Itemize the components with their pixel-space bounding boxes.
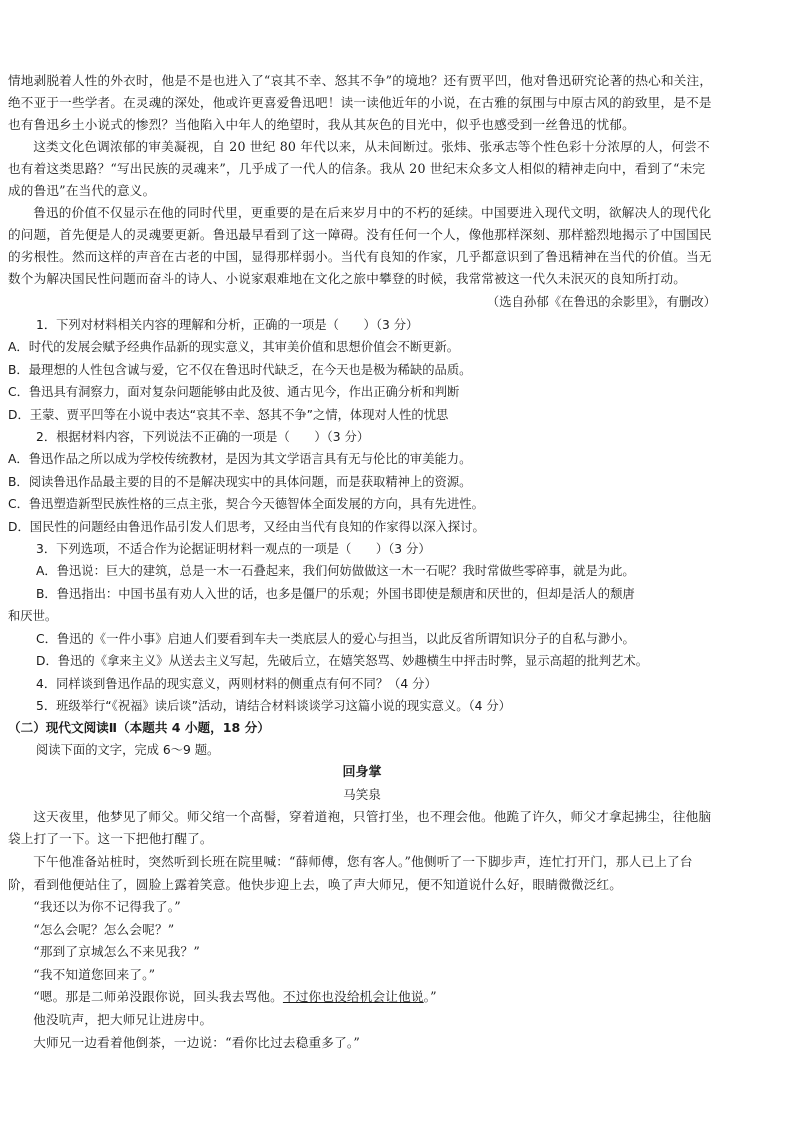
question-1-option-d: D．王蒙、贾平凹等在小说中表达“哀其不幸、怒其不争”之情，体现对人性的忧思: [8, 407, 449, 422]
story-paragraph: 这天夜里，他梦见了师父。师父绾一个高髻，穿着道袍，只管打坐，也不理会他。他跪了许久，师父才拿起拂尘，往他脑袋上打了一下。这一下把他打醒了。: [8, 808, 712, 847]
question-3-option-b: B．鲁迅指出：中国书虽有劝人入世的话，也多是僵尸的乐观；外国书即使是颓唐和厌世的，但却是活人的颓唐: [36, 586, 635, 601]
story-paragraph: 下午他准备站桩时，突然听到长班在院里喊：“薛师傅，您有客人。”他侧听了一下脚步声，连忙打开门，那人已上了台阶，看到他便站住了，圆脸上露着笑意。他快步迎上去，唤了声大师兄，便不知道说什么好，眼睛微微泛红。: [8, 853, 693, 892]
story-dialogue: “那到了京城怎么不来见我？”: [33, 944, 200, 960]
dialogue-text: “嗯。那是二师弟没跟你说，回头我去骂他。: [33, 989, 283, 1005]
question-1-stem: 1．下列对材料相关内容的理解和分析，正确的一项是（ ）（3 分）: [36, 318, 419, 332]
story-dialogue: [8, 986, 716, 1009]
question-4: 4．同样谈到鲁迅作品的现实意义，两则材料的侧重点有何不同？（4 分）: [36, 676, 437, 691]
dialogue-text: 。”: [423, 989, 437, 1005]
question-1-option-c: C．鲁迅具有洞察力，面对复杂问题能够由此及彼、通古见今，作出正确分析和判断: [8, 385, 460, 400]
story-dialogue: “怎么会呢？怎么会呢？”: [33, 921, 175, 937]
story-paragraph: 大师兄一边看着他倒茶，一边说：“看你比过去稳重多了。”: [33, 1034, 361, 1050]
question-3-option-d: D．鲁迅的《拿来主义》从送去主义写起，先破后立，在嬉笑怒骂、妙趣横生中抨击时弊，显示高超的批判艺术。: [36, 654, 649, 669]
question-3-stem: 3．下列选项，不适合作为论据证明材料一观点的一项是（ ）（3 分）: [36, 542, 431, 557]
source-citation: （选自孙郁《在鲁迅的余影里》，有删改）: [486, 294, 716, 309]
question-1-option-b: B．最理想的人性包含诚与爱，它不仅在鲁迅时代缺乏，在今天也是极为稀缺的品质。: [8, 362, 472, 377]
passage-paragraph: 情地剥脱着人性的外衣时，他是不是也进入了“哀其不幸、怒其不争”的境地？还有贾平凹，他对鲁迅研究论著的热心和关注，绝不亚于一些学者。在灵魂的深处，他或许更喜爱鲁迅吧！读一读他近年的小说，在古雅的氛围与中原古风的韵致里，是不是也有鲁迅乡土小说式的惨烈？当他陷入中年人的绝望时，我从其灰色的目光中，似乎也感受到一丝鲁迅的忧郁。: [8, 73, 713, 132]
question-3-option-b-continued: 和厌世。: [8, 609, 58, 624]
question-2-stem: 2．根据材料内容，下列说法不正确的一项是（ ）（3 分）: [36, 430, 370, 445]
section-instruction: 阅读下面的文字，完成 6～9 题。: [36, 743, 220, 758]
passage-paragraph: 鲁迅的价值不仅显示在他的同时代里，更重要的是在后来岁月中的不朽的延续。中国要进入现代文明，欲解决人的现代化的问题，首先便是人的灵魂要更新。鲁迅最早看到了这一障碍。没有任何一个人，像他那样深刻、那样豁烈地揭示了中国国民的劣根性。然而这样的声音在古老的中国，显得那样弱小。当代有良知的作家，几乎都意识到了鲁迅精神在当代的价值。当无数个为解决国民性问题而奋斗的诗人、小说家艰难地在文化之旅中攀登的时候，我常常被这一代久未泯灭的良知所打动。: [8, 205, 712, 286]
section-heading: （二）现代文阅读Ⅱ（本题共 4 小题，18 分）: [8, 720, 270, 736]
story-dialogue: “我还以为你不记得我了。”: [33, 899, 181, 915]
question-2-option-a: A．鲁迅作品之所以成为学校传统教材，是因为其文学语言具有无与伦比的审美能力。: [8, 452, 472, 467]
question-2-option-b: B．阅读鲁迅作品最主要的目的不是解决现实中的具体问题，而是获取精神上的资源。: [8, 474, 472, 489]
question-2-option-c: C．鲁迅塑造新型民族性格的三点主张，契合今天德智体全面发展的方向，具有先进性。: [8, 497, 484, 512]
story-title: 回身掌: [342, 764, 382, 780]
question-3-option-a: A．鲁迅说：巨大的建筑，总是一木一石叠起来，我们何妨做做这一木一石呢？我时常做些零碎事，就是为此。: [36, 564, 635, 579]
question-5: 5．班级举行“《祝福》读后谈”活动，请结合材料谈谈学习这篇小说的现实意义。（4 分）: [36, 698, 511, 713]
question-3-option-c: C．鲁迅的《一件小事》启迪人们要看到车夫一类底层人的爱心与担当，以此反省所谓知识分子的自私与渺小。: [36, 631, 635, 646]
story-author: 马笑泉: [343, 786, 381, 802]
story-paragraph: 他没吭声，把大师兄让进房中。: [33, 1012, 213, 1028]
question-2-option-d: D．国民性的问题经由鲁迅作品引发人们思考，又经由当代有良知的作家得以深入探讨。: [8, 519, 485, 534]
passage-paragraph: 这类文化色调浓郁的审美凝视，自 20 世纪 80 年代以来，从未间断过。张炜、张承志等个性色彩十分浓厚的人，何尝不也有着这类思路？“写出民族的灵魂来”，几乎成了一代人的信条。我从 20 世纪末众多文人相似的精神走向中，看到了“未完成的鲁迅”在当代的意义。: [8, 139, 710, 198]
story-dialogue: “我不知道您回来了。”: [33, 966, 156, 982]
exam-page: [8, 70, 716, 1054]
question-1-option-a: A．时代的发展会赋予经典作品新的现实意义，其审美价值和思想价值会不断更新。: [8, 340, 460, 355]
underlined-sentence: 不过你也没给机会让他说: [282, 989, 424, 1005]
